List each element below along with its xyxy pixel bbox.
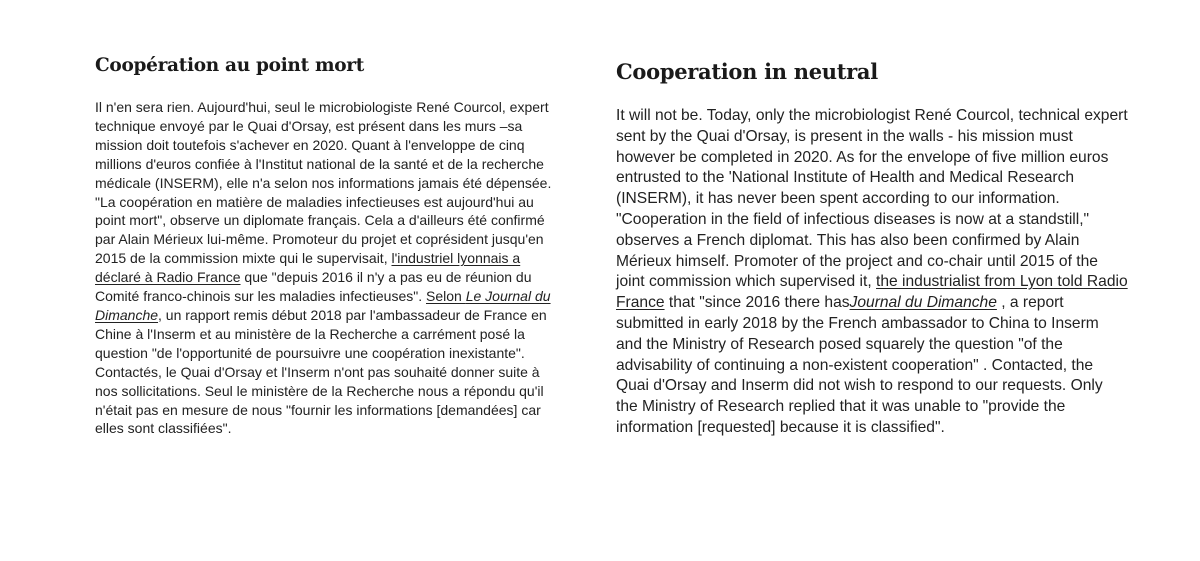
english-text-part-2: that "since 2016 there has [664, 294, 850, 312]
english-paragraph [616, 106, 1128, 439]
french-paragraph [95, 98, 557, 438]
jdd-link-en[interactable]: Journal du Dimanche [849, 294, 997, 312]
radio-france-link-en[interactable]: the industrialist from Lyon told Radio France [616, 273, 1128, 312]
english-text-part-3: , a report submitted in early 2018 by the French ambassador to China to Inserm and the Ministry of Research posed squarely the question "of the advisability of continuing a non-existent cooperation" . Contacted, the Quai d'Orsay and Inserm did not wish to respond to our requests. Only the Ministry of Research replied that it was unable to "provide the information [requested] because it is classified". [616, 294, 1103, 436]
french-text-part-1: Il n'en sera rien. Aujourd'hui, seul le microbiologiste René Courcol, expert technique envoyé par le Quai d'Orsay, est présent dans les murs –sa mission doit toutefois s'achever en 2020. Quant à l'enveloppe de cinq millions d'euros confiée à l'Institut national de la santé et de la recherche médicale (INSERM), elle n'a selon nos informations jamais été dépensée. "La coopération en matière de maladies infectieuses est aujourd'hui au point mort", observe un diplomate français. Cela a d'ailleurs été confirmé par Alain Mérieux lui-même. Promoteur du projet et coprésident jusqu'en 2015 de la commission mixte qui le supervisait, [95, 99, 552, 267]
radio-france-link[interactable]: l'industriel lyonnais a déclaré à Radio France [95, 250, 521, 286]
english-section-heading: Cooperation in neutral [616, 59, 878, 84]
french-section-heading: Coopération au point mort [95, 55, 364, 76]
jdd-link-prefix: Selon [426, 288, 466, 305]
english-text-part-1: It will not be. Today, only the microbiologist René Courcol, technical expert sent by the Quai d'Orsay, is present in the walls - his mission must however be completed in 2020. As for the envelope of five million euros entrusted to the 'National Institute of Health and Medical Research (INSERM), it has never been spent according to our information. "Cooperation in the field of infectious diseases is now at a standstill," observes a French diplomat. This has also been confirmed by Alain Mérieux himself. Promoter of the project and co-chair until 2015 of the joint commission which supervised it, [616, 107, 1128, 291]
french-text-part-3: , un rapport remis début 2018 par l'ambassadeur de France en Chine à l'Inserm et au ministère de la Recherche a carrément posé la question "de l'opportunité de poursuivre une coopération inexistante". Contactés, le Quai d'Orsay et l'Inserm n'ont pas souhaité donner suite à nos sollicitations. Seul le ministère de la Recherche nous a répondu qu'il n'était pas en mesure de nous "fournir les informations [demandées] car elles sont classifiées". [95, 306, 547, 437]
jdd-link-title: Le Journal du Dimanche [95, 288, 551, 323]
french-text-part-2: que "depuis 2016 il n'y a pas eu de réunion du Comité franco-chinois sur les maladies infectieuses". [95, 269, 532, 305]
